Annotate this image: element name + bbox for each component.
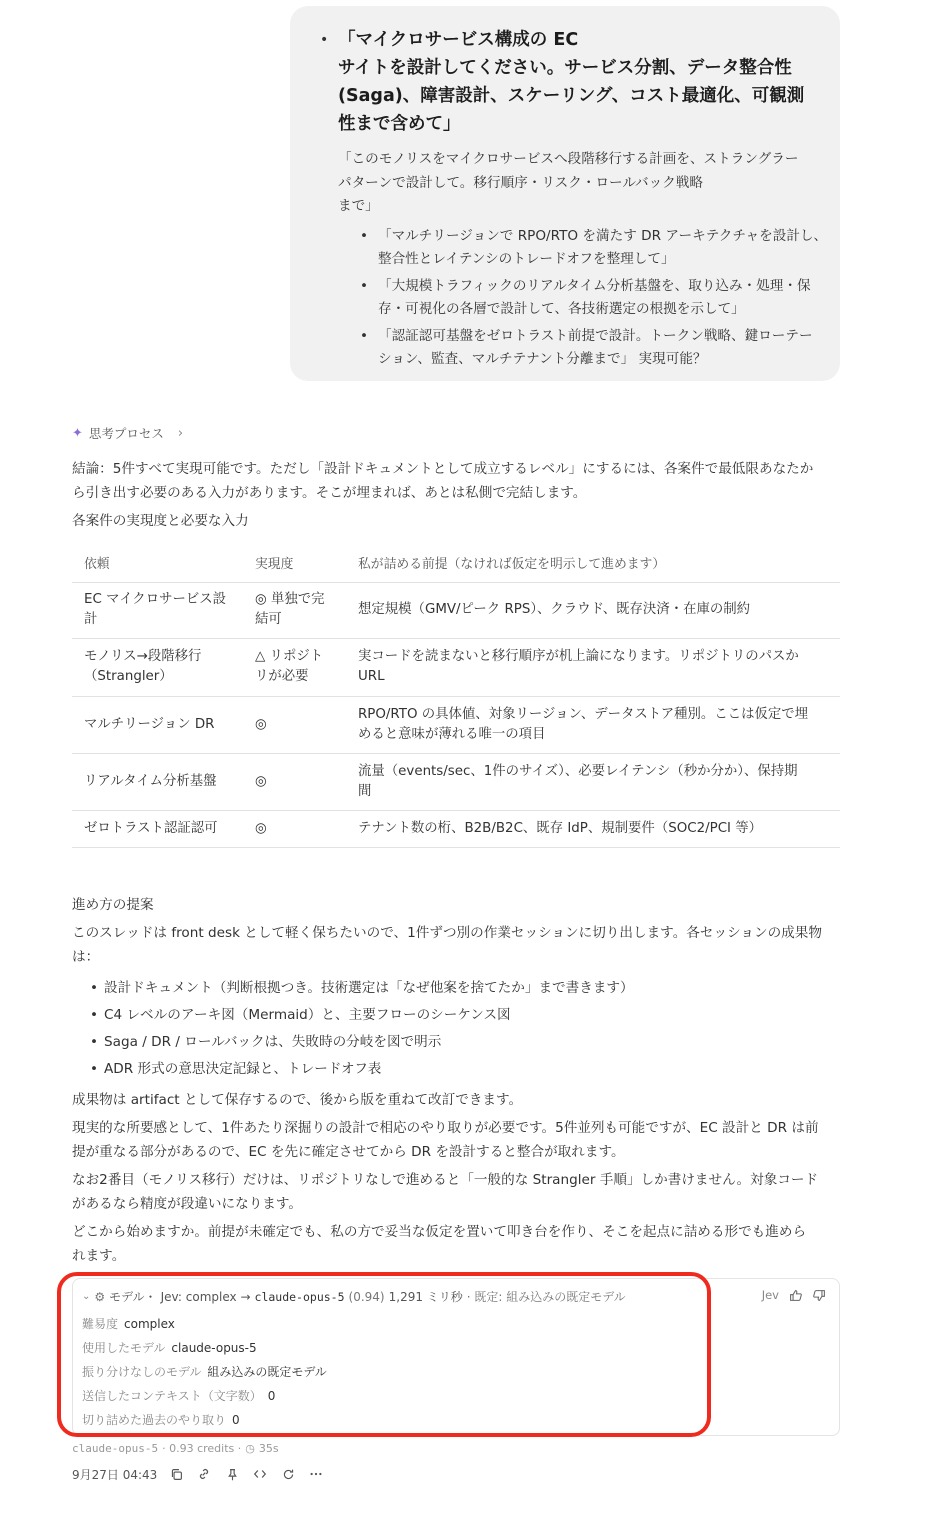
list-item: • ADR 形式の意思決定記録と、トレードオフ表 bbox=[90, 1059, 790, 1086]
text-line: 成果物は artifact として保存するので、後から版を重ねて改訂できます。 bbox=[72, 1092, 523, 1108]
table-row bbox=[72, 696, 840, 753]
table-cell bbox=[346, 638, 840, 696]
link-icon[interactable] bbox=[195, 1465, 213, 1483]
model-panel-toggle[interactable] bbox=[82, 1288, 626, 1305]
detail-label: 振り分けなしのモデル bbox=[82, 1365, 202, 1379]
pin-icon[interactable] bbox=[223, 1465, 241, 1483]
table-row bbox=[72, 582, 840, 638]
detail-label: 使用したモデル bbox=[82, 1341, 166, 1355]
text-line: 想定規模（GMV/ピーク RPS）、クラウド、既存決済・在庫の制約 bbox=[358, 602, 751, 617]
text-line: サイトを設計してください。サービス分割、データ整合性 bbox=[338, 58, 792, 78]
detail-value: 0 bbox=[232, 1413, 240, 1427]
thinking-label: 思考プロセス bbox=[88, 426, 164, 441]
text-line: ら引き出す必要のある入力があります。そこが埋まれば、あとは私側で完結します。 bbox=[72, 484, 587, 501]
table-row bbox=[72, 638, 840, 696]
text-line: ◎ bbox=[255, 716, 267, 732]
list-item: • C4 レベルのアーキ図（Mermaid）と、主要フローのシーケンス図 bbox=[90, 1005, 790, 1032]
user-tag: Jev bbox=[761, 1288, 779, 1302]
text-line: ゼロトラスト認証認可 bbox=[84, 820, 218, 836]
proposal-paragraph bbox=[72, 922, 842, 969]
route-text: Jev: complex → bbox=[160, 1289, 251, 1304]
text-line: まで」 bbox=[338, 198, 379, 214]
text-line: • 「認証認可基盤をゼロトラスト前提で設計。トークン戦略、鍵ローテー bbox=[378, 327, 813, 344]
response-meta bbox=[72, 1442, 279, 1455]
text-line: は： bbox=[72, 948, 100, 965]
column-header: 私が詰める前提（なければ仮定を明示して進めます） bbox=[346, 544, 840, 582]
table-cell bbox=[72, 638, 243, 696]
default-model: · 既定: 組み込みの既定モデル bbox=[466, 1290, 626, 1304]
meta-model: claude-opus-5 bbox=[72, 1442, 159, 1455]
detail-used-model bbox=[82, 1339, 257, 1356]
user-request-analytics bbox=[360, 275, 818, 322]
copy-icon[interactable] bbox=[167, 1465, 185, 1483]
user-request-monolith bbox=[318, 148, 818, 219]
user-message-bubble bbox=[290, 6, 840, 381]
table-row bbox=[72, 810, 840, 847]
text-line: • 「大規模トラフィックのリアルタイム分析基盤を、取り込み・処理・保 bbox=[378, 277, 811, 294]
text-line: （Strangler） bbox=[84, 669, 173, 684]
detail-value: complex bbox=[124, 1317, 175, 1331]
text-line: • 「マルチリージョンで RPO/RTO を満たす DR アーキテクチャを設計し、 bbox=[378, 227, 828, 244]
model-label: モデル・ bbox=[109, 1290, 157, 1304]
user-request-dr bbox=[360, 225, 828, 272]
deliverables-list bbox=[90, 978, 790, 1086]
text-line: このスレッドは front desk として軽く保ちたいので、1件ずつ別の作業セッションに切り出します。各セッションの成果物 bbox=[72, 925, 822, 941]
text-line: 性まで含めて」 bbox=[338, 114, 461, 134]
realistic-paragraph bbox=[72, 1117, 842, 1164]
column-header: 依頼 bbox=[72, 544, 243, 582]
text-line: • 「マイクロサービス構成の EC bbox=[338, 30, 579, 50]
detail-difficulty bbox=[82, 1315, 175, 1332]
user-request-sublist bbox=[318, 225, 828, 372]
note-paragraph bbox=[72, 1169, 842, 1216]
text-line: 結論：5件すべて実現可能です。ただし「設計ドキュメントとして成立するレベル」にするには、各案件で最低限あなたか bbox=[72, 461, 814, 477]
detail-label: 送信したコンテキスト（文字数） bbox=[82, 1389, 262, 1403]
table-cell bbox=[72, 753, 243, 810]
meta-time: 35s bbox=[258, 1442, 279, 1455]
thinking-process-toggle[interactable] bbox=[72, 424, 183, 442]
text-line: めると意味が薄れる唯一の項目 bbox=[358, 726, 546, 742]
text-line: ◎ bbox=[255, 820, 267, 836]
text-line: ション、監査、マルチテナント分離まで」 実現可能？ bbox=[378, 351, 707, 367]
meta-credits: · 0.93 credits · bbox=[162, 1442, 242, 1455]
text-line: 結可 bbox=[255, 612, 282, 627]
table-header-row bbox=[72, 544, 840, 582]
text-line: 計 bbox=[84, 612, 98, 627]
table-cell bbox=[243, 810, 346, 847]
text-line: マルチリージョン DR bbox=[84, 716, 215, 732]
table-cell bbox=[346, 696, 840, 753]
text-line: 整合性とレイテンシのトレードオフを整理して」 bbox=[378, 251, 675, 267]
table-row bbox=[72, 753, 840, 810]
detail-value: claude-opus-5 bbox=[171, 1341, 257, 1355]
text-line: 「このモノリスをマイクロサービスへ段階移行する計画を、ストラングラー bbox=[338, 151, 799, 167]
text-line: △ リポジト bbox=[255, 649, 324, 664]
text-line: 提が重なる部分があるので、EC を先に確定させてから DR を設計すると整合が取れます。 bbox=[72, 1143, 625, 1160]
message-actions bbox=[72, 1465, 325, 1483]
proposal-title: 進め方の提案 bbox=[72, 897, 154, 913]
table-cell bbox=[243, 696, 346, 753]
closing-paragraph bbox=[72, 1221, 842, 1268]
text-line: れます。 bbox=[72, 1247, 126, 1264]
column-header: 実現度 bbox=[243, 544, 346, 582]
user-request-auth bbox=[360, 325, 818, 372]
table-cell bbox=[72, 582, 243, 638]
detail-value: 組み込みの既定モデル bbox=[207, 1365, 327, 1379]
table-cell bbox=[72, 696, 243, 753]
table-cell bbox=[346, 582, 840, 638]
code-icon[interactable] bbox=[251, 1465, 269, 1483]
table-title: 各案件の実現度と必要な入力 bbox=[72, 513, 249, 529]
chevron-right-icon: › bbox=[177, 425, 184, 441]
detail-unrouted-model bbox=[82, 1363, 327, 1380]
text-line: (Saga)、障害設計、スケーリング、コスト最適化、可観測 bbox=[338, 86, 805, 106]
list-item: • Saga / DR / ロールバックは、失敗時の分岐を図で明示 bbox=[90, 1032, 790, 1059]
clock-icon: ◷ bbox=[245, 1442, 255, 1455]
text-line: ◎ bbox=[255, 773, 267, 789]
sparkle-icon: ✦ bbox=[72, 425, 83, 441]
text-line: 流量（events/sec、1件のサイズ）、必要レイテンシ（秒か分か）、保持期 bbox=[358, 763, 798, 779]
table-cell bbox=[243, 638, 346, 696]
score: (0.94) bbox=[348, 1289, 385, 1304]
user-request-ec bbox=[318, 26, 818, 138]
table-cell bbox=[346, 753, 840, 810]
model-name: claude-opus-5 bbox=[254, 1289, 345, 1304]
text-line: リアルタイム分析基盤 bbox=[84, 773, 217, 789]
detail-context-chars bbox=[82, 1387, 275, 1404]
feasibility-table bbox=[72, 544, 840, 848]
latency: 1,291 ミリ秒 bbox=[388, 1290, 463, 1304]
text-line: 存・可視化の各層で設計して、各技術選定の根拠を示して」 bbox=[378, 301, 745, 317]
model-routing-panel bbox=[72, 1278, 840, 1436]
text-line: 実コードを読まないと移行順序が机上論になります。リポジトリのパスか bbox=[358, 649, 799, 664]
gear-icon: ⚙ bbox=[94, 1289, 106, 1304]
detail-label: 難易度 bbox=[82, 1317, 119, 1331]
text-line: があるなら精度が段違いになります。 bbox=[72, 1195, 303, 1212]
chevron-down-icon: ⌄ bbox=[82, 1291, 91, 1302]
text-line: テナント数の桁、B2B/B2C、既存 IdP、規制要件（SOC2/PCI 等） bbox=[358, 820, 763, 836]
text-line: なお2番目（モノリス移行）だけは、リポジトリなしで進めると「一般的な Strangler 手順」しか書けません。対象コード bbox=[72, 1172, 819, 1188]
text-line: どこから始めますか。前提が未確定でも、私の方で妥当な仮定を置いて叩き台を作り、そこを起点に詰める形でも進めら bbox=[72, 1224, 807, 1240]
artifact-paragraph bbox=[72, 1089, 842, 1113]
text-line: RPO/RTO の具体値、対象リージョン、データストア種別。ここは仮定で埋 bbox=[358, 706, 809, 722]
detail-label: 切り詰めた過去のやり取り bbox=[82, 1413, 227, 1427]
text-line: 現実的な所要感として、1件あたり深掘りの設計で相応のやり取りが必要です。5件並列も可能ですが、EC 設計と DR は前 bbox=[72, 1120, 819, 1136]
table-cell bbox=[243, 753, 346, 810]
text-line: URL bbox=[358, 669, 385, 684]
table-cell bbox=[346, 810, 840, 847]
text-line: パターンで設計して。移行順序・リスク・ロールバック戦略 bbox=[338, 174, 703, 191]
more-icon[interactable] bbox=[307, 1465, 325, 1483]
text-line: ◎ 単独で完 bbox=[255, 592, 325, 607]
table-cell bbox=[243, 582, 346, 638]
detail-truncated-history bbox=[82, 1411, 240, 1428]
feedback-controls bbox=[762, 1287, 827, 1303]
detail-value: 0 bbox=[267, 1389, 276, 1403]
text-line: リが必要 bbox=[255, 669, 309, 684]
text-line: 間 bbox=[358, 783, 372, 799]
text-line: EC マイクロサービス設 bbox=[84, 592, 227, 607]
list-item: • 設計ドキュメント（判断根拠つき。技術選定は「なぜ他案を捨てたか」まで書きます） bbox=[90, 978, 790, 1005]
user-message-list bbox=[318, 26, 818, 138]
text-line: モノリス→段階移行 bbox=[84, 649, 202, 664]
retry-icon[interactable] bbox=[279, 1465, 297, 1483]
thumbs-up-icon[interactable] bbox=[787, 1287, 803, 1303]
table-cell bbox=[72, 810, 243, 847]
timestamp: 9月27日 04:43 bbox=[72, 1467, 158, 1482]
conclusion-paragraph bbox=[72, 458, 842, 505]
thumbs-down-icon[interactable] bbox=[811, 1287, 827, 1303]
